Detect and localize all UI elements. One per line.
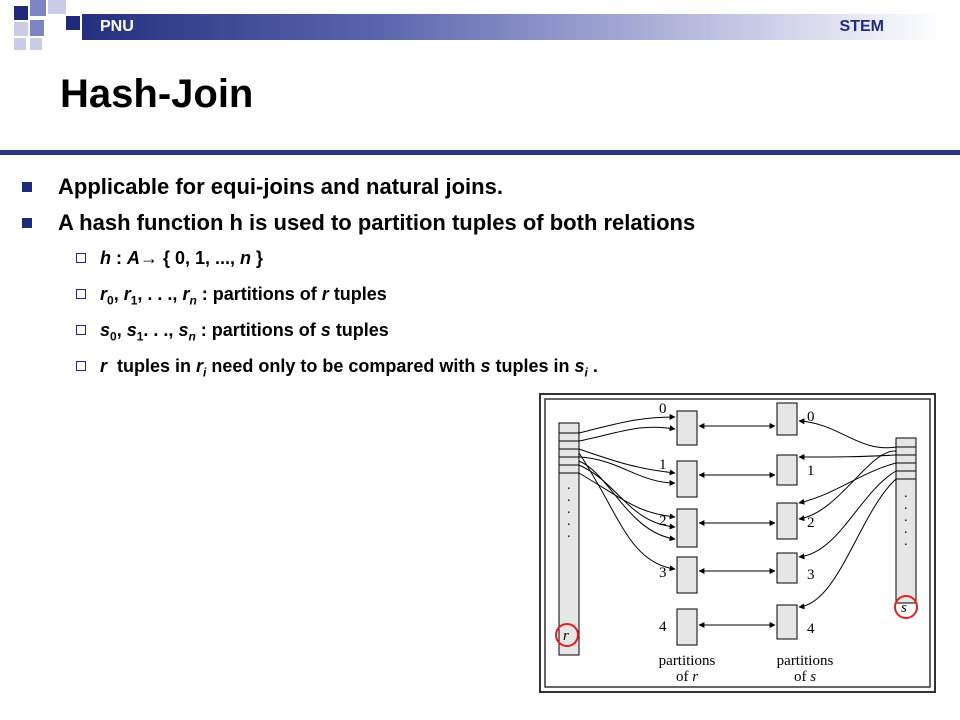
formula-text: → { 0, 1, ..., bbox=[140, 248, 241, 268]
s-partition-box bbox=[777, 403, 797, 435]
logo-square-mid bbox=[30, 0, 46, 16]
formula-text: A bbox=[127, 248, 140, 268]
s-partition-box bbox=[777, 503, 797, 539]
bullet-item bbox=[18, 172, 938, 208]
formula-text: r bbox=[196, 356, 204, 376]
formula-text: r bbox=[100, 356, 108, 376]
relation-r-label: r bbox=[563, 628, 569, 644]
logo-square-light bbox=[14, 38, 26, 50]
formula-text: s bbox=[126, 320, 137, 340]
relation-s-dot: . bbox=[904, 510, 908, 525]
caption-s-line2: of s bbox=[793, 669, 817, 685]
bullet-list bbox=[18, 172, 938, 388]
formula-text: , . . ., bbox=[137, 284, 183, 304]
caption-r-line1: partitions bbox=[658, 653, 716, 669]
logo-square-mid bbox=[30, 20, 44, 36]
formula-text: r bbox=[182, 284, 190, 304]
hollow-square-bullet-icon bbox=[76, 253, 86, 263]
formula-text: , bbox=[116, 320, 127, 340]
relation-r-dot: . bbox=[567, 502, 571, 517]
subscript: 1 bbox=[130, 293, 138, 308]
subscript: 0 bbox=[110, 329, 117, 344]
hollow-square-bullet-icon bbox=[76, 361, 86, 371]
subscript: n bbox=[188, 329, 196, 344]
r-partition-box bbox=[677, 609, 697, 645]
formula-text: r bbox=[100, 284, 108, 304]
formula-text: tuples in bbox=[490, 356, 575, 376]
s-partition-box bbox=[777, 605, 797, 639]
header-left-text: PNU bbox=[100, 18, 134, 35]
formula-text: need only to be compared with bbox=[206, 356, 481, 376]
bullet-text: Applicable for equi-joins and natural joins. bbox=[58, 174, 503, 199]
r-partition-box bbox=[677, 509, 697, 547]
formula-text: . . ., bbox=[143, 320, 179, 340]
r-partition-label: 2 bbox=[659, 513, 667, 529]
slide-title: Hash-Join bbox=[60, 72, 254, 116]
formula-text: s bbox=[100, 320, 111, 340]
s-partition-label: 3 bbox=[807, 567, 815, 583]
square-bullet-icon bbox=[22, 182, 32, 192]
formula-text: s bbox=[178, 320, 189, 340]
sub-bullet-item bbox=[18, 352, 938, 388]
subscript: 1 bbox=[136, 329, 144, 344]
r-partition-box bbox=[677, 411, 697, 445]
relation-s-dot: . bbox=[904, 534, 908, 549]
logo-square-light bbox=[30, 38, 42, 50]
subscript: i bbox=[203, 365, 207, 380]
hollow-square-bullet-icon bbox=[76, 325, 86, 335]
square-bullet-icon bbox=[22, 218, 32, 228]
formula-text: : bbox=[111, 248, 127, 268]
hash-join-partition-diagram bbox=[539, 393, 936, 693]
figure-frame bbox=[540, 394, 935, 692]
formula-text: . bbox=[587, 356, 598, 376]
title-divider bbox=[0, 150, 960, 155]
formula-text: : partitions of bbox=[195, 320, 321, 340]
r-partition-label: 4 bbox=[659, 619, 667, 635]
formula-text: r bbox=[123, 284, 131, 304]
formula-text: r bbox=[321, 284, 329, 304]
caption-s-line1: partitions bbox=[776, 653, 834, 669]
formula-text: s bbox=[574, 356, 585, 376]
relation-s-dot: . bbox=[904, 486, 908, 501]
header-right-text: STEM bbox=[839, 18, 884, 35]
hollow-square-bullet-icon bbox=[76, 289, 86, 299]
logo-square-dark bbox=[66, 16, 80, 30]
formula-text: s bbox=[480, 356, 491, 376]
relation-r-dot: . bbox=[567, 478, 571, 493]
s-partition-label: 4 bbox=[807, 621, 815, 637]
r-partition-label: 3 bbox=[659, 565, 667, 581]
logo-square-light bbox=[14, 22, 28, 36]
formula-text: n bbox=[240, 248, 252, 268]
relation-r-dot: . bbox=[567, 514, 571, 529]
sub-bullet-item bbox=[18, 280, 938, 316]
formula-text: h bbox=[100, 248, 111, 268]
relation-s-dot: . bbox=[904, 498, 908, 513]
formula-text: s bbox=[320, 320, 331, 340]
caption-r-line2: of r bbox=[675, 669, 699, 685]
relation-r-dot: . bbox=[567, 490, 571, 505]
s-partition-label: 2 bbox=[807, 515, 815, 531]
logo-square-dark bbox=[14, 6, 28, 20]
s-partition-box bbox=[777, 553, 797, 583]
relation-r-dot: . bbox=[567, 526, 571, 541]
formula-text: , bbox=[113, 284, 124, 304]
sub-bullet-item bbox=[18, 316, 938, 352]
subscript: 0 bbox=[107, 293, 114, 308]
r-partition-box bbox=[677, 557, 697, 593]
subscript: n bbox=[189, 293, 197, 308]
bullet-item bbox=[18, 208, 938, 244]
r-partition-label: 0 bbox=[659, 401, 667, 417]
logo-square-light bbox=[48, 0, 66, 14]
s-partition-label: 0 bbox=[807, 409, 815, 425]
r-partition-box bbox=[677, 461, 697, 497]
formula-text: } bbox=[251, 248, 264, 268]
formula-text: tuples bbox=[328, 284, 387, 304]
header-bar bbox=[82, 14, 942, 40]
subscript: i bbox=[584, 365, 588, 380]
sub-bullet-item bbox=[18, 244, 938, 280]
formula-text: tuples in bbox=[107, 356, 197, 376]
s-partition-label: 1 bbox=[807, 463, 815, 479]
formula-text: tuples bbox=[330, 320, 389, 340]
s-partition-box bbox=[777, 455, 797, 485]
relation-s-dot: . bbox=[904, 522, 908, 537]
formula-text: : partitions of bbox=[196, 284, 322, 304]
relation-s-label: s bbox=[901, 600, 907, 616]
bullet-text: A hash function h is used to partition tuples of both relations bbox=[58, 210, 696, 235]
r-partition-label: 1 bbox=[659, 457, 667, 473]
